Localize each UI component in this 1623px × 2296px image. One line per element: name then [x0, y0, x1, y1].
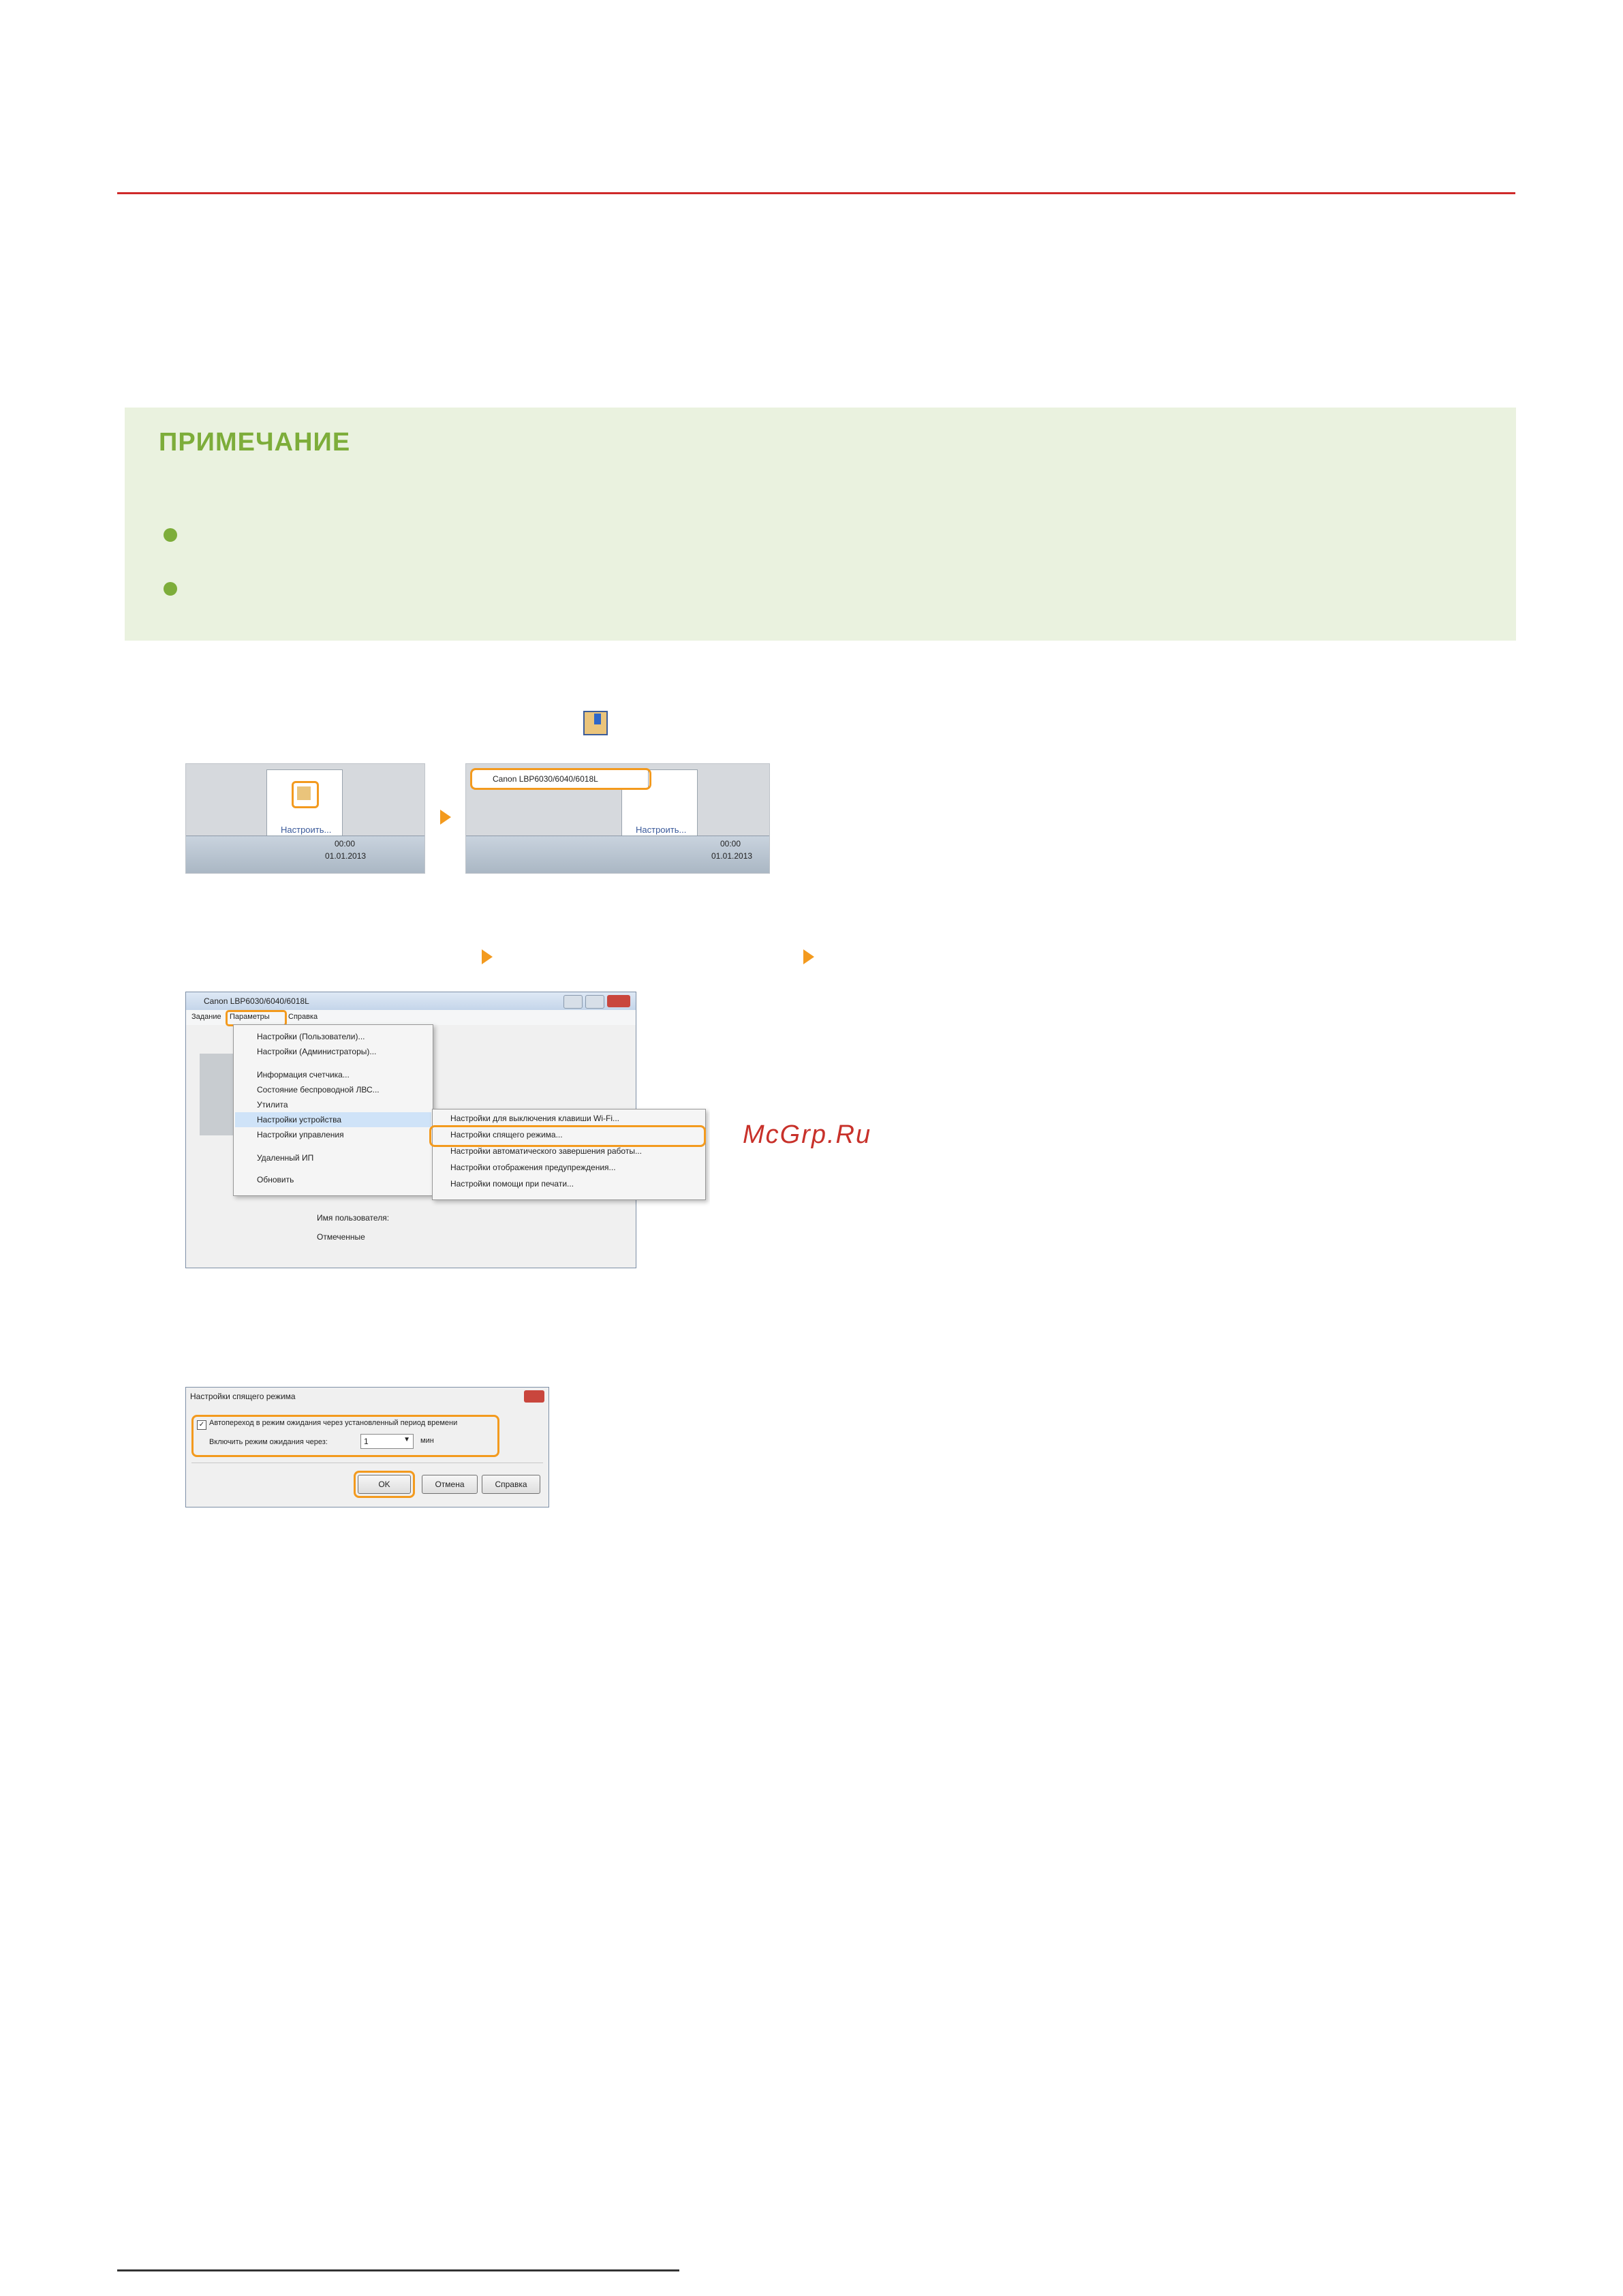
note-title: ПРИМЕЧАНИЕ — [159, 428, 351, 457]
menu-item-admin-settings[interactable]: Настройки (Администраторы)... — [257, 1047, 377, 1056]
taskbar-screenshot-after — [465, 763, 770, 874]
status-window-screenshot — [185, 992, 710, 1271]
ok-button[interactable]: OK — [358, 1475, 411, 1494]
menu-item-user-settings[interactable]: Настройки (Пользователи)... — [257, 1032, 365, 1041]
menu-job[interactable]: Задание — [191, 1013, 221, 1021]
taskbar-screenshot-before — [185, 763, 425, 874]
delay-value: 1 — [364, 1437, 369, 1446]
submenu-auto-shutdown[interactable]: Настройки автоматического завершения работы... — [450, 1146, 642, 1156]
tray-date: 01.01.2013 — [711, 851, 753, 861]
sleep-settings-dialog — [185, 1387, 549, 1507]
device-settings-submenu — [432, 1109, 706, 1200]
note-bullet-1 — [164, 528, 177, 542]
printer-menu-highlight — [470, 768, 651, 790]
close-button[interactable] — [607, 995, 630, 1007]
menu-item-device-settings[interactable]: Настройки устройства — [257, 1115, 341, 1124]
next-step-arrow-icon — [440, 810, 451, 825]
menu-item-remote-ui[interactable]: Удаленный ИП — [257, 1153, 314, 1163]
minimize-button[interactable] — [563, 995, 583, 1009]
cancel-button[interactable]: Отмена — [422, 1475, 478, 1494]
menu-help[interactable]: Справка — [288, 1013, 318, 1021]
close-button[interactable] — [524, 1390, 544, 1403]
taskbar — [466, 836, 769, 873]
taskbar — [186, 836, 424, 873]
auto-sleep-label: Автопереход в режим ожидания через установленный период времени — [209, 1419, 458, 1427]
unit-label: мин — [420, 1437, 434, 1445]
ok-button-highlight — [354, 1471, 415, 1498]
delay-select[interactable] — [360, 1434, 414, 1449]
menu-item-utility[interactable]: Утилита — [257, 1100, 288, 1109]
printer-status-tray-icon — [583, 711, 608, 735]
dialog-title: Настройки спящего режима — [190, 1392, 296, 1401]
header-divider — [117, 192, 1515, 194]
status-window-titlebar — [186, 992, 636, 1010]
menu-item-wlan-status[interactable]: Состояние беспроводной ЛВС... — [257, 1085, 380, 1095]
configure-link[interactable]: Настроить... — [636, 825, 687, 835]
tray-popup — [266, 769, 343, 846]
submenu-wifi-key[interactable]: Настройки для выключения клавиши Wi-Fi... — [450, 1114, 620, 1123]
submenu-print-assist[interactable]: Настройки помощи при печати... — [450, 1179, 574, 1189]
printer-menu-item[interactable]: Canon LBP6030/6040/6018L — [493, 774, 598, 784]
user-name-label: Имя пользователя: — [317, 1213, 390, 1223]
note-bullet-2 — [164, 582, 177, 596]
menu-item-counter-info[interactable]: Информация счетчика... — [257, 1070, 350, 1080]
submenu-warning-display[interactable]: Настройки отображения предупреждения... — [450, 1163, 616, 1172]
note-box — [125, 408, 1516, 641]
auto-sleep-checkbox[interactable]: ✓ — [197, 1420, 206, 1430]
maximize-button[interactable] — [585, 995, 604, 1009]
tray-date: 01.01.2013 — [325, 851, 367, 861]
help-button[interactable]: Справка — [482, 1475, 540, 1494]
menu-path-arrow-icon — [803, 949, 814, 964]
footer-divider — [117, 2269, 679, 2271]
tray-time: 00:00 — [335, 839, 356, 848]
chevron-down-icon: ▼ — [403, 1436, 410, 1443]
menu-item-management-settings[interactable]: Настройки управления — [257, 1130, 344, 1139]
delay-label: Включить режим ожидания через: — [209, 1438, 328, 1446]
printer-icon — [297, 786, 311, 800]
parameters-menu — [233, 1024, 433, 1196]
menu-parameters[interactable]: Параметры — [230, 1013, 270, 1021]
window-title: Canon LBP6030/6040/6018L — [204, 996, 309, 1006]
submenu-sleep-settings[interactable]: Настройки спящего режима... — [450, 1130, 563, 1139]
configure-link[interactable]: Настроить... — [281, 825, 332, 835]
sleep-settings-highlight — [429, 1125, 706, 1147]
marked-label: Отмеченные — [317, 1232, 365, 1242]
watermark: McGrp.Ru — [743, 1120, 872, 1149]
menu-path-arrow-icon — [482, 949, 493, 964]
tray-time: 00:00 — [720, 839, 741, 848]
menu-item-refresh[interactable]: Обновить — [257, 1175, 294, 1184]
